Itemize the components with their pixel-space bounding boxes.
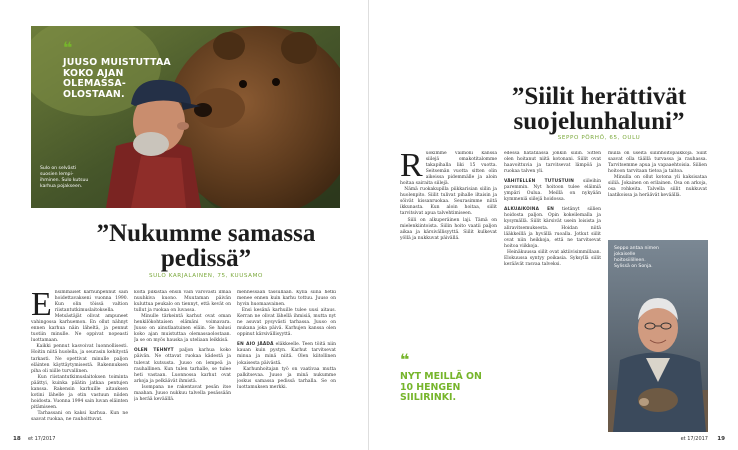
section-lead: EN AIO JÄÄDÄ [237, 342, 274, 348]
dropcap: R [400, 151, 423, 184]
paragraph: siileihin paremmin. Nyt hoitoon tulee eläimiä ympäri Oulua. Meillä on nykyään kymmeniä siilejä hoidossa. [504, 179, 601, 203]
paragraph: Karhunhoitajan työ on vaativaa mutta palkitsevaa. Juuso ja minä nukumme joskus samassa pedissä tarhalla. Se on luottamuksen merkki. [237, 366, 336, 390]
magazine-issue-right: et 17/2017 [680, 436, 708, 442]
paragraph: mulla on useita siilinhoitopaikkoja. Siilit saavat olla täällä turvassa ja rauhassa. Tarvitsemme apua ja vapaaehtoisia. Siilien hoitoon tarvitaan tietoa ja taitoa. [608, 151, 707, 175]
paragraph: Ensi kesänä karhuille tulee uusi aitaus. Kerran ne olivat lähellä ihmisiä, mutta nyt ne asuvat pysyvästi tarhassa. Juuso on mukana joka päivä. Karhujen kanssa olen oppinut kärsivällisyyttä. [237, 308, 336, 338]
paragraph: Isompana ne rakentavat pesän itse maahan. Juuso nukkuu talvella pesässään ja herää keväällä. [134, 384, 231, 402]
paragraph: kolta pilkistää ensin vain varovasti ilmaa nuuhkiva kuono. Muutaman päivän kuluttua peukalo on tiennyt, että kevät on tullut ja ruokaa on luvassa. [134, 290, 231, 314]
paragraph: paljon karhua koko päivän. Ne ottavat ruokaa kädestä ja tulevat kutsusta. Juuso on lempeä ja rauhallinen. Kun tulen tarhalle, se tulee heti vastaan. Luonnossa karhut ovat arkoja ja pelkäävät ihmistä. [134, 348, 231, 384]
right-column-3 [608, 151, 707, 235]
paragraph: eläkkeelle. Teen töitä niin kauan kuin pystyn. Karhut tarvitsevat minua ja minä niitä. Olen kiitollinen jokaisesta päivästä. [237, 342, 336, 366]
quote-mark-icon: ❝ [63, 38, 71, 57]
paragraph: tietänyt siilien hoidosta paljon. Opin kokeilemalla ja kysymällä. Siilit kärsivät usein loisista ja aliravitsemuksesta. Hoidan niitä lääkkeillä ja hyvällä ruoalla. Jotkut siilit ovat niin heikkoja, että ne tarvitsevat hoitoa viikkoja. [504, 207, 601, 249]
pull-quote-text: NYT MEILLÄ ON 10 HENGEN SIILIRINKI. [400, 371, 482, 404]
page-number-right: 19 [717, 436, 725, 442]
photo-caption-bear: Sulo on selvästi suosien lempi-ihminen. Sulo kutsuu karhua pojakseen. [40, 166, 89, 189]
pull-quote-photo [63, 40, 173, 100]
paragraph: edessä hätätilassa jonkin siilin. Sitten olen hoitanut niitä kotonani. Siilit ovat haavoittuvia ja tarvitsevat lämpöä ja ruokaa talven yli. [504, 151, 601, 175]
paragraph: Heinäkuussa siilit ovat aktiivisimmillaan. Elokuussa syntyy poikasia. Syksyllä siilit keräävät rasvaa talveksi. [504, 249, 601, 267]
section-lead: OLEN TEHNYT [134, 348, 174, 354]
paragraph: mennessään tassullaan. Kyllä siinä hetki menee ennen kuin karhu tottuu. Juuso on hyvin huomaavainen. [237, 290, 336, 308]
left-column-1 [31, 290, 128, 440]
pull-quote-right [400, 352, 498, 404]
paragraph: Nämä ruokakupilla piikkarisian siilin ja huolenpito. Siilit tulivat pihalle iltaisin ja söivät kissanruokaa. Seurasimme niitä ikkunasta. Kun aloin hoitaa, siilit tarvitsivat apua talvehtimiseen. [400, 187, 497, 217]
paragraph: Minulle tärkeintä karhut ovat oman henkilökohtaisen elämäni voimavara. Juuso on ainutlaatuinen eläin. Se halusi koko ajan muistuttaa olemassaolostaan. Ja se on myös hauska ja uteliaan leikkisä. [134, 314, 231, 344]
left-column-2 [134, 290, 231, 440]
paragraph: Minulla on ollut kotona yli kaksisataa siiliä. Jokainen on erilainen. Osa on arkoja, osa rohkeita. Talvella siilit nukkuvat laatikoissa ja heräävät keväällä. [608, 175, 707, 199]
page-number-left: 18 [13, 436, 21, 442]
paragraph: uokimme vaimoni kanssa siilejä omakotitalomme takapihalla liki 15 vuotta. Seitsemän vuotta sitten olin aikeissa pidemmälle ja aloin hoitaa sairaita siilejä. [400, 151, 497, 187]
pull-quote-text: JUUSO MUISTUTTAA KOKO AJAN OLEMASSA-OLOSTAAN. [63, 57, 171, 100]
right-column-1 [400, 151, 497, 347]
left-headline: ”Nukumme samassa pedissä” [96, 220, 316, 272]
right-headline: ”Siilit herättivät suojelunhaluni” [511, 83, 687, 135]
photo-caption-hedgehog: Seppo antaa nimen jokaiselle hoitosiililleen. Sylissä on Sonja. [614, 246, 659, 269]
right-page [369, 0, 738, 450]
section-lead: ALKUAIKOINA EN [504, 207, 555, 213]
paragraph: Siili on alkuperäinen laji. Tämä on mielenkiintoista. Siilin hoito vaatii paljon aikaa ja kärsivällisyyttä. Siilit kulkevat yöllä ja nukkuvat päivällä. [400, 217, 497, 241]
magazine-issue-left: et 17/2017 [28, 436, 56, 442]
paragraph: Kun riistantutkimuslaitoksen toiminta päättyi, kuinka päätin jatkaa pentujen kanssa. Rakensin karhuille aitauksen kotini lähelle ja otin vastuun niiden hoidosta. Vuonna 1994 sain luvan eläinten pitämiseen. [31, 374, 128, 410]
paragraph: nsimmäiset karhunpennut sain hoidettavakseni vuonna 1990. Kun olin töissä valtion riistantutkimuslaitoksella. Metsästäjät olivat ampuneet vahingossa karhuemon. En ollut nähnyt ennen karhua näin läheltä, ja pennut tuotiin minulle. Ne oppivat nopeasti luottamaan. [31, 290, 128, 344]
quote-mark-icon: ❝ [400, 350, 408, 369]
right-column-2 [504, 151, 601, 441]
paragraph: Tarhassani on kaksi karhua. Kun ne saavat ruokaa, ne rauhoittuvat. [31, 410, 128, 422]
paragraph: Kaikki pennut kasvoivat luonnollisesti. Hoitin niitä huolella, ja seurasin kehitystä tarkasti. Ne opettivat minulle paljon eläinten käyttäytymisestä. Rakennuksen piha oli niille turvallinen. [31, 344, 128, 374]
dropcap: E [31, 290, 52, 323]
left-column-3 [237, 290, 336, 440]
right-byline: SEPPO PÖRHÖ, 65, OULU [557, 135, 641, 141]
left-byline: SULO KARJALAINEN, 75, KUUSAMO [148, 273, 264, 279]
section-lead: VÄHITELLEN TUTUSTUIN [504, 179, 575, 185]
